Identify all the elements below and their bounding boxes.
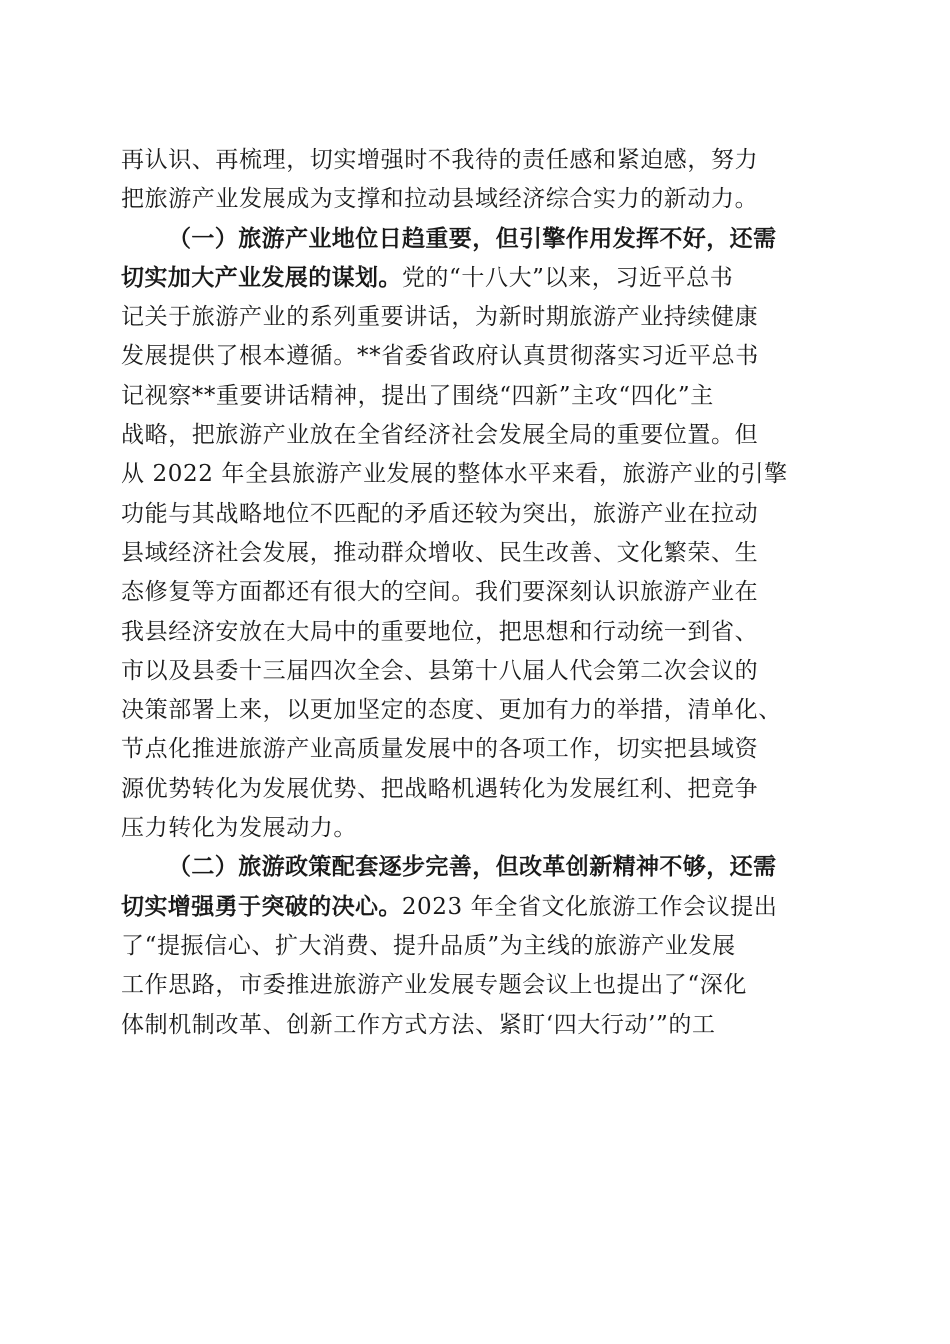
section-2-heading: （二）旅游政策配套逐步完善，但改革创新精神不够，还需 (168, 854, 777, 881)
text-line: 再认识、再梳理，切实增强时不我待的责任感和紧迫感，努力 (121, 147, 759, 173)
text-line: 了“提振信心、扩大消费、提升品质”为主线的旅游产业发展 (121, 932, 736, 959)
text-line: 战略，把旅游产业放在全省经济社会发展全局的重要位置。但 (121, 422, 759, 449)
section-1 (121, 220, 833, 849)
text-line (121, 888, 833, 927)
text-line: 从 2022 年全县旅游产业发展的整体水平来看，旅游产业的引擎 (121, 461, 788, 488)
paragraph-intro (121, 141, 833, 220)
text-line: 功能与其战略地位不匹配的矛盾还较为突出，旅游产业在拉动 (121, 500, 759, 527)
section-2 (121, 848, 833, 1044)
text-line: 态修复等方面都还有很大的空间。我们要深刻认识旅游产业在 (121, 579, 759, 606)
text-line: 把旅游产业发展成为支撑和拉动县域经济综合实力的新动力。 (121, 186, 759, 213)
text-line: 工作思路，市委推进旅游产业发展专题会议上也提出了“深化 (121, 972, 747, 999)
text-line: 源优势转化为发展优势、把战略机遇转化为发展红利、把竞争 (121, 775, 759, 802)
section-2-heading-end: 切实增强勇于突破的决心。 (121, 893, 402, 920)
document-page (121, 141, 833, 1045)
text-line: 记关于旅游产业的系列重要讲话，为新时期旅游产业持续健康 (121, 304, 759, 331)
text-line: 决策部署上来，以更加坚定的态度、更加有力的举措，清单化、 (121, 697, 782, 724)
section-1-line-rest: 党的“十八大”以来，习近平总书 (401, 264, 734, 291)
text-line: 市以及县委十三届四次全会、县第十八届人代会第二次会议的 (121, 657, 759, 684)
text-line: 县域经济社会发展，推动群众增收、民生改善、文化繁荣、生 (121, 539, 759, 566)
text-line: 我县经济安放在大局中的重要地位，把思想和行动统一到省、 (121, 618, 759, 645)
section-1-heading: （一）旅游产业地位日趋重要，但引擎作用发挥不好，还需 (168, 225, 777, 252)
text-line: 记视察**重要讲话精神，提出了围绕“四新”主攻“四化”主 (121, 382, 714, 409)
section-2-line-rest: 2023 年全省文化旅游工作会议提出 (401, 893, 778, 920)
section-1-heading-end: 切实加大产业发展的谋划。 (121, 264, 402, 291)
text-line: 体制机制改革、创新工作方式方法、紧盯‘四大行动’”的工 (121, 1011, 716, 1038)
text-line: 节点化推进旅游产业高质量发展中的各项工作，切实把县域资 (121, 736, 759, 763)
text-line: 压力转化为发展动力。 (121, 815, 357, 842)
text-line: 发展提供了根本遵循。**省委省政府认真贯彻落实习近平总书 (121, 343, 759, 370)
text-line (121, 259, 833, 298)
